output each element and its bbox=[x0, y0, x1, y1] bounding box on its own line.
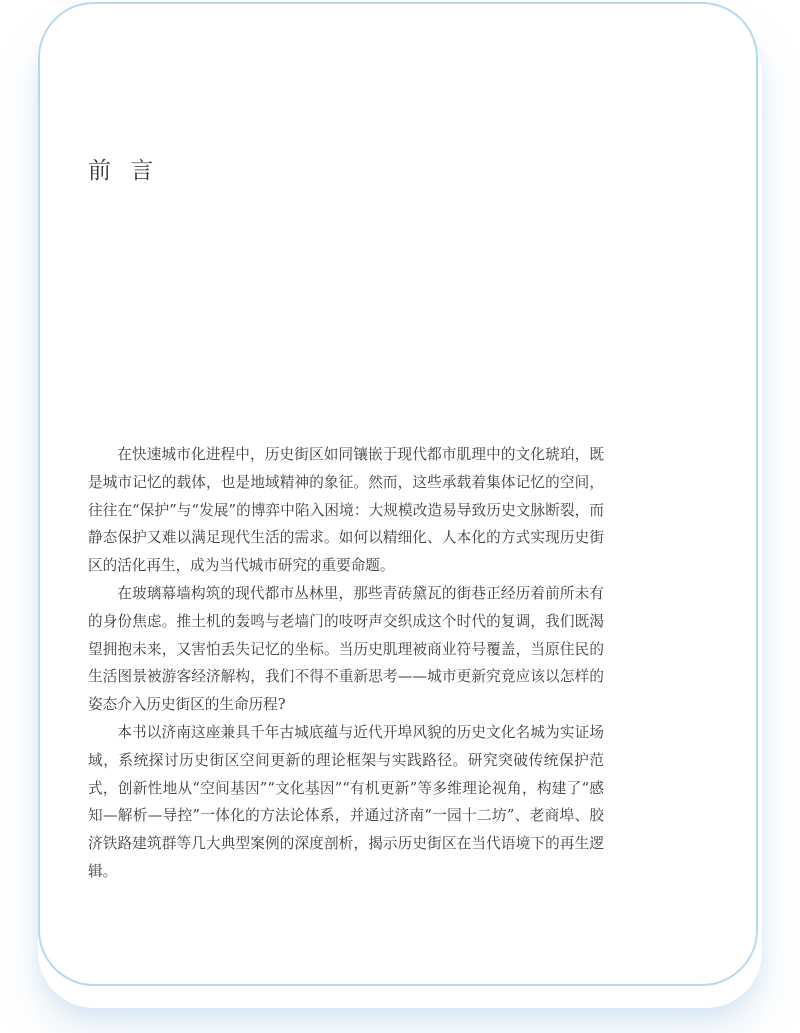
preface-body bbox=[88, 441, 604, 886]
paragraph: 在玻璃幕墙构筑的现代都市丛林里，那些青砖黛瓦的街巷正经历着前所未有的身份焦虑。推土机的轰鸣与老墙门的吱呀声交织成这个时代的复调，我们既渴望拥抱未来，又害怕丢失记忆的坐标。当历史肌理被商业符号覆盖，当原住民的生活图景被游客经济解构，我们不得不重新思考——城市更新究竟应该以怎样的姿态介入历史街区的生命历程? bbox=[88, 584, 604, 714]
page-title: 前 言 bbox=[88, 158, 160, 184]
paragraph: 在快速城市化进程中，历史街区如同镶嵌于现代都市肌理中的文化琥珀，既是城市记忆的载体，也是地域精神的象征。然而，这些承载着集体记忆的空间，往往在“保护”与“发展”的博弈中陷入困境：大规模改造易导致历史文脉断裂，而静态保护又难以满足现代生活的需求。如何以精细化、人本化的方式实现历史街区的活化再生，成为当代城市研究的重要命题。 bbox=[88, 446, 604, 575]
paragraph: 本书以济南这座兼具千年古城底蕴与近代开埠风貌的历史文化名城为实证场域，系统探讨历史街区空间更新的理论框架与实践路径。研究突破传统保护范式，创新性地从“空间基因”“文化基因”“有机更新”等多维理论视角，构建了“感知—解析—导控”一体化的方法论体系，并通过济南“一园十二坊”、老商埠、胶济铁路建筑群等几大典型案例的深度剖析，揭示历史街区在当代语境下的再生逻辑。 bbox=[88, 723, 604, 880]
